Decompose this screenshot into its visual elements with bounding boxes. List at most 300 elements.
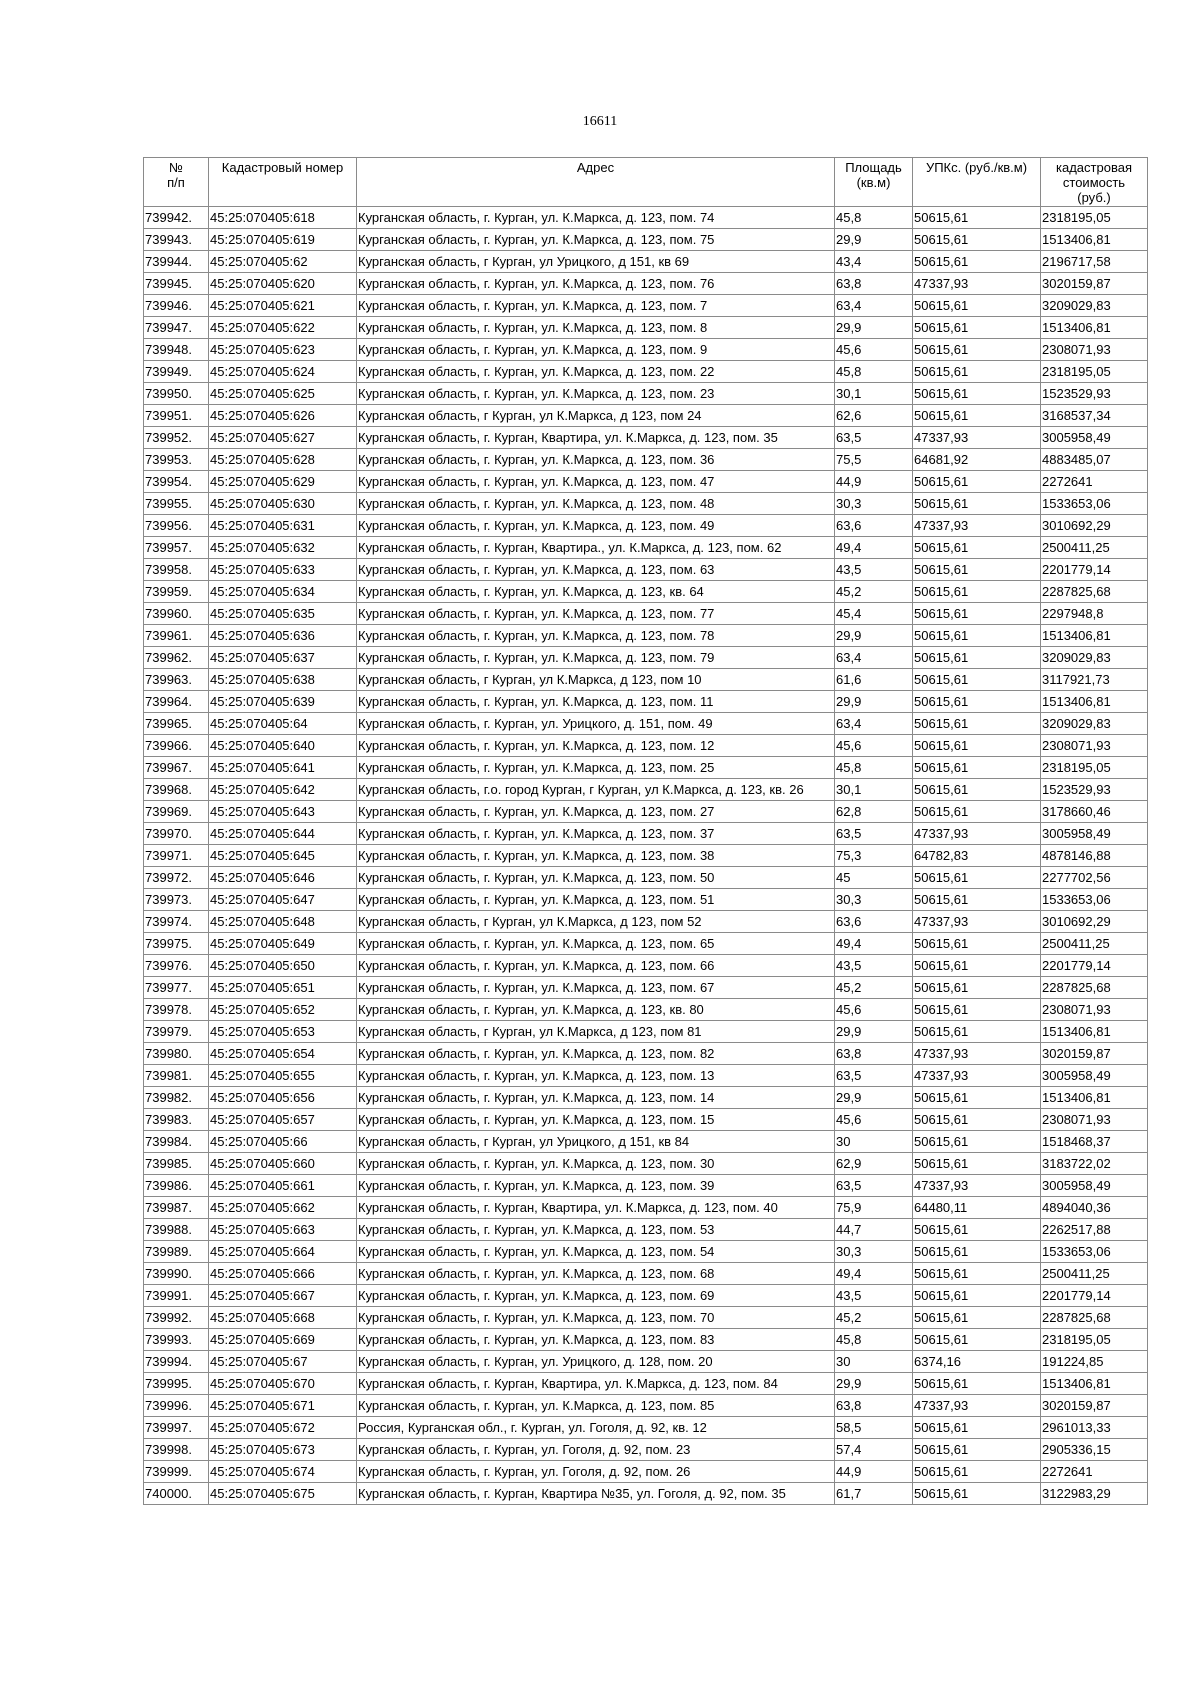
cell-cadastral-cost: 1513406,81 [1041,317,1148,339]
table-row [144,801,1148,823]
cell-cadastral-cost: 1513406,81 [1041,229,1148,251]
cell-row-number: 739988. [144,1219,209,1241]
cell-area: 49,4 [835,1263,913,1285]
cell-area: 29,9 [835,625,913,647]
cell-row-number: 740000. [144,1483,209,1505]
cell-area: 43,5 [835,955,913,977]
cell-address: Курганская область, г.о. город Курган, г Курган, ул К.Маркса, д. 123, кв. 26 [357,779,835,801]
cell-upks: 50615,61 [913,1285,1041,1307]
cell-upks: 50615,61 [913,735,1041,757]
cell-cadastral-number: 45:25:070405:643 [209,801,357,823]
cell-cadastral-number: 45:25:070405:62 [209,251,357,273]
cell-cadastral-cost: 3117921,73 [1041,669,1148,691]
cell-area: 29,9 [835,1087,913,1109]
cell-address: Курганская область, г. Курган, ул. К.Маркса, д. 123, пом. 25 [357,757,835,779]
cell-address: Курганская область, г. Курган, ул. К.Маркса, д. 123, пом. 65 [357,933,835,955]
cell-cadastral-number: 45:25:070405:672 [209,1417,357,1439]
cell-row-number: 739975. [144,933,209,955]
cell-cadastral-cost: 1518468,37 [1041,1131,1148,1153]
table-row [144,251,1148,273]
table-row [144,1241,1148,1263]
cell-upks: 50615,61 [913,625,1041,647]
cell-cadastral-cost: 2201779,14 [1041,1285,1148,1307]
page-number: 16611 [582,114,618,129]
cell-area: 45,6 [835,735,913,757]
cell-cadastral-number: 45:25:070405:632 [209,537,357,559]
cell-cadastral-cost: 1513406,81 [1041,1373,1148,1395]
table-row [144,867,1148,889]
cell-cadastral-cost: 191224,85 [1041,1351,1148,1373]
cell-area: 30,1 [835,383,913,405]
cell-row-number: 739994. [144,1351,209,1373]
cell-address: Курганская область, г. Курган, ул. К.Маркса, д. 123, пом. 68 [357,1263,835,1285]
cell-upks: 50615,61 [913,559,1041,581]
cell-upks: 50615,61 [913,955,1041,977]
cell-cadastral-number: 45:25:070405:619 [209,229,357,251]
cell-area: 75,5 [835,449,913,471]
cell-row-number: 739954. [144,471,209,493]
cell-area: 75,9 [835,1197,913,1219]
cell-upks: 50615,61 [913,383,1041,405]
cell-area: 45 [835,867,913,889]
cell-cadastral-number: 45:25:070405:674 [209,1461,357,1483]
cell-cadastral-number: 45:25:070405:668 [209,1307,357,1329]
cell-upks: 50615,61 [913,405,1041,427]
table-row [144,471,1148,493]
cell-upks: 50615,61 [913,977,1041,999]
cell-cadastral-number: 45:25:070405:655 [209,1065,357,1087]
cell-cadastral-number: 45:25:070405:628 [209,449,357,471]
cell-cadastral-cost: 2287825,68 [1041,1307,1148,1329]
cell-cadastral-cost: 2500411,25 [1041,933,1148,955]
header-upks: УПКс. (руб./кв.м) [913,158,1041,207]
cell-row-number: 739960. [144,603,209,625]
cell-area: 63,5 [835,1175,913,1197]
cell-area: 63,8 [835,1395,913,1417]
cell-upks: 50615,61 [913,691,1041,713]
cell-address: Курганская область, г. Курган, ул. К.Маркса, д. 123, пом. 47 [357,471,835,493]
cell-row-number: 739956. [144,515,209,537]
cell-area: 30 [835,1131,913,1153]
cell-upks: 64480,11 [913,1197,1041,1219]
header-address: Адрес [357,158,835,207]
table-row [144,1109,1148,1131]
cell-row-number: 739955. [144,493,209,515]
cell-row-number: 739963. [144,669,209,691]
cell-cadastral-number: 45:25:070405:654 [209,1043,357,1065]
cell-address: Курганская область, г. Курган, ул. К.Маркса, д. 123, пом. 75 [357,229,835,251]
cell-row-number: 739986. [144,1175,209,1197]
cell-row-number: 739972. [144,867,209,889]
cell-upks: 50615,61 [913,1087,1041,1109]
table-header-row [144,158,1148,207]
cell-row-number: 739958. [144,559,209,581]
cell-area: 30,3 [835,1241,913,1263]
table-row [144,1329,1148,1351]
cell-cadastral-cost: 3183722,02 [1041,1153,1148,1175]
cell-address: Курганская область, г. Курган, ул. К.Маркса, д. 123, пом. 83 [357,1329,835,1351]
cell-cadastral-number: 45:25:070405:651 [209,977,357,999]
cell-row-number: 739987. [144,1197,209,1219]
cell-upks: 47337,93 [913,1043,1041,1065]
cell-row-number: 739984. [144,1131,209,1153]
cell-area: 63,4 [835,295,913,317]
cell-cadastral-number: 45:25:070405:629 [209,471,357,493]
cell-upks: 50615,61 [913,493,1041,515]
cell-cadastral-cost: 2318195,05 [1041,757,1148,779]
cell-upks: 50615,61 [913,669,1041,691]
cell-address: Курганская область, г. Курган, ул. К.Маркса, д. 123, кв. 64 [357,581,835,603]
cell-upks: 50615,61 [913,757,1041,779]
cell-cadastral-cost: 2287825,68 [1041,581,1148,603]
cell-cadastral-number: 45:25:070405:657 [209,1109,357,1131]
cell-area: 45,2 [835,1307,913,1329]
table-row [144,1483,1148,1505]
cell-upks: 64782,83 [913,845,1041,867]
cell-upks: 50615,61 [913,581,1041,603]
cell-upks: 50615,61 [913,889,1041,911]
cell-row-number: 739952. [144,427,209,449]
cell-address: Курганская область, г. Курган, ул. К.Маркса, д. 123, пом. 53 [357,1219,835,1241]
cell-cadastral-cost: 2308071,93 [1041,999,1148,1021]
cell-address: Курганская область, г. Курган, ул. К.Маркса, д. 123, пом. 77 [357,603,835,625]
cell-row-number: 739979. [144,1021,209,1043]
cell-upks: 50615,61 [913,1021,1041,1043]
cell-cadastral-number: 45:25:070405:66 [209,1131,357,1153]
cell-area: 44,9 [835,1461,913,1483]
cell-address: Курганская область, г. Курган, ул. К.Маркса, д. 123, пом. 13 [357,1065,835,1087]
cell-area: 30,3 [835,493,913,515]
cell-area: 61,7 [835,1483,913,1505]
table-row [144,1219,1148,1241]
cell-cadastral-cost: 2308071,93 [1041,735,1148,757]
cell-address: Курганская область, г. Курган, ул. К.Маркса, д. 123, пом. 39 [357,1175,835,1197]
cell-cadastral-cost: 3209029,83 [1041,713,1148,735]
cell-row-number: 739951. [144,405,209,427]
cell-row-number: 739945. [144,273,209,295]
cell-cadastral-number: 45:25:070405:626 [209,405,357,427]
table-row [144,1351,1148,1373]
cell-row-number: 739995. [144,1373,209,1395]
cell-address: Курганская область, г. Курган, ул. К.Маркса, д. 123, пом. 8 [357,317,835,339]
cell-cadastral-cost: 1523529,93 [1041,383,1148,405]
cell-address: Курганская область, г. Курган, ул. К.Маркса, д. 123, кв. 80 [357,999,835,1021]
cell-upks: 50615,61 [913,1219,1041,1241]
cell-upks: 50615,61 [913,801,1041,823]
table-row [144,405,1148,427]
cell-cadastral-cost: 4878146,88 [1041,845,1148,867]
cell-address: Курганская область, г. Курган, ул. К.Маркса, д. 123, пом. 50 [357,867,835,889]
cell-row-number: 739965. [144,713,209,735]
cell-cadastral-number: 45:25:070405:623 [209,339,357,361]
cell-upks: 6374,16 [913,1351,1041,1373]
cell-address: Курганская область, г Курган, ул К.Маркса, д 123, пом 52 [357,911,835,933]
cell-cadastral-number: 45:25:070405:660 [209,1153,357,1175]
cell-address: Курганская область, г. Курган, ул. К.Маркса, д. 123, пом. 30 [357,1153,835,1175]
cell-upks: 50615,61 [913,779,1041,801]
cell-cadastral-cost: 2297948,8 [1041,603,1148,625]
table-row [144,207,1148,229]
table-row [144,779,1148,801]
table-row [144,933,1148,955]
cell-area: 61,6 [835,669,913,691]
cell-upks: 50615,61 [913,1417,1041,1439]
cell-cadastral-number: 45:25:070405:649 [209,933,357,955]
cell-area: 58,5 [835,1417,913,1439]
table-row [144,1087,1148,1109]
table-row [144,1131,1148,1153]
cell-address: Курганская область, г. Курган, ул. К.Маркса, д. 123, пом. 78 [357,625,835,647]
cell-upks: 50615,61 [913,713,1041,735]
cell-cadastral-cost: 2500411,25 [1041,1263,1148,1285]
cell-address: Курганская область, г. Курган, ул. К.Маркса, д. 123, пом. 12 [357,735,835,757]
cell-cadastral-cost: 3209029,83 [1041,295,1148,317]
cell-address: Курганская область, г. Курган, ул. К.Маркса, д. 123, пом. 51 [357,889,835,911]
cell-address: Курганская область, г. Курган, ул. Урицкого, д. 151, пом. 49 [357,713,835,735]
cell-area: 30 [835,1351,913,1373]
cell-cadastral-number: 45:25:070405:652 [209,999,357,1021]
cell-cadastral-cost: 4894040,36 [1041,1197,1148,1219]
cell-area: 49,4 [835,537,913,559]
cell-row-number: 739997. [144,1417,209,1439]
cell-row-number: 739953. [144,449,209,471]
cell-upks: 50615,61 [913,1461,1041,1483]
cell-address: Курганская область, г. Курган, ул. К.Маркса, д. 123, пом. 49 [357,515,835,537]
cell-cadastral-cost: 2287825,68 [1041,977,1148,999]
cell-upks: 50615,61 [913,229,1041,251]
table-row [144,427,1148,449]
cell-cadastral-cost: 2272641 [1041,471,1148,493]
cell-upks: 50615,61 [913,361,1041,383]
cell-upks: 50615,61 [913,1263,1041,1285]
cell-cadastral-number: 45:25:070405:620 [209,273,357,295]
cell-cadastral-number: 45:25:070405:67 [209,1351,357,1373]
cell-cadastral-cost: 3005958,49 [1041,1175,1148,1197]
table-row [144,691,1148,713]
cell-row-number: 739981. [144,1065,209,1087]
cell-cadastral-number: 45:25:070405:631 [209,515,357,537]
cell-upks: 64681,92 [913,449,1041,471]
cell-row-number: 739943. [144,229,209,251]
cell-cadastral-number: 45:25:070405:647 [209,889,357,911]
cell-cadastral-number: 45:25:070405:648 [209,911,357,933]
table-row [144,273,1148,295]
cell-row-number: 739967. [144,757,209,779]
cell-area: 45,2 [835,581,913,603]
cell-area: 45,6 [835,999,913,1021]
cell-address: Курганская область, г Курган, ул К.Маркса, д 123, пом 81 [357,1021,835,1043]
cell-address: Курганская область, г. Курган, ул. К.Маркса, д. 123, пом. 82 [357,1043,835,1065]
table-row [144,735,1148,757]
cell-address: Курганская область, г Курган, ул Урицкого, д 151, кв 84 [357,1131,835,1153]
cell-area: 49,4 [835,933,913,955]
table-row [144,1021,1148,1043]
cell-cadastral-cost: 2277702,56 [1041,867,1148,889]
cell-address: Курганская область, г. Курган, ул. К.Маркса, д. 123, пом. 37 [357,823,835,845]
table-row [144,295,1148,317]
cell-row-number: 739996. [144,1395,209,1417]
cell-cadastral-number: 45:25:070405:642 [209,779,357,801]
cell-row-number: 739991. [144,1285,209,1307]
table-row [144,955,1148,977]
cell-address: Курганская область, г. Курган, Квартира, ул. К.Маркса, д. 123, пом. 35 [357,427,835,449]
cell-cadastral-cost: 3122983,29 [1041,1483,1148,1505]
table-row [144,1197,1148,1219]
cell-address: Курганская область, г. Курган, Квартира №35, ул. Гоголя, д. 92, пом. 35 [357,1483,835,1505]
cell-area: 57,4 [835,1439,913,1461]
cell-cadastral-number: 45:25:070405:621 [209,295,357,317]
cell-upks: 50615,61 [913,537,1041,559]
cell-cadastral-cost: 2318195,05 [1041,361,1148,383]
table-row [144,911,1148,933]
cell-cadastral-cost: 2308071,93 [1041,339,1148,361]
cell-upks: 50615,61 [913,1109,1041,1131]
cell-cadastral-cost: 3020159,87 [1041,1395,1148,1417]
cell-row-number: 739985. [144,1153,209,1175]
cell-cadastral-cost: 2196717,58 [1041,251,1148,273]
cell-row-number: 739944. [144,251,209,273]
cell-area: 63,5 [835,823,913,845]
cell-cadastral-number: 45:25:070405:634 [209,581,357,603]
header-area: Площадь (кв.м) [835,158,913,207]
cell-row-number: 739948. [144,339,209,361]
cell-area: 29,9 [835,1021,913,1043]
cell-address: Курганская область, г. Курган, ул. К.Маркса, д. 123, пом. 15 [357,1109,835,1131]
cell-address: Курганская область, г. Курган, ул. К.Маркса, д. 123, пом. 14 [357,1087,835,1109]
cell-upks: 47337,93 [913,427,1041,449]
table-row [144,1307,1148,1329]
cell-cadastral-number: 45:25:070405:640 [209,735,357,757]
cell-cadastral-cost: 1533653,06 [1041,889,1148,911]
cell-upks: 47337,93 [913,1395,1041,1417]
cell-area: 43,5 [835,1285,913,1307]
cell-upks: 50615,61 [913,647,1041,669]
table-row [144,1175,1148,1197]
table-row [144,757,1148,779]
cell-row-number: 739983. [144,1109,209,1131]
cell-address: Курганская область, г. Курган, Квартира, ул. К.Маркса, д. 123, пом. 40 [357,1197,835,1219]
cell-row-number: 739946. [144,295,209,317]
cell-address: Россия, Курганская обл., г. Курган, ул. Гоголя, д. 92, кв. 12 [357,1417,835,1439]
cell-upks: 50615,61 [913,207,1041,229]
cell-area: 45,8 [835,1329,913,1351]
cell-row-number: 739942. [144,207,209,229]
cell-cadastral-cost: 1513406,81 [1041,1087,1148,1109]
cell-area: 63,8 [835,273,913,295]
header-row-number: № п/п [144,158,209,207]
cell-row-number: 739989. [144,1241,209,1263]
cell-cadastral-number: 45:25:070405:627 [209,427,357,449]
cell-row-number: 739959. [144,581,209,603]
cell-cadastral-number: 45:25:070405:662 [209,1197,357,1219]
cell-area: 43,4 [835,251,913,273]
cell-address: Курганская область, г. Курган, ул. К.Маркса, д. 123, пом. 22 [357,361,835,383]
header-cadastral-number: Кадастровый номер [209,158,357,207]
cell-address: Курганская область, г Курган, ул Урицкого, д 151, кв 69 [357,251,835,273]
cell-row-number: 739964. [144,691,209,713]
cell-area: 62,6 [835,405,913,427]
cell-upks: 50615,61 [913,1131,1041,1153]
cell-cadastral-number: 45:25:070405:645 [209,845,357,867]
cell-cadastral-cost: 3168537,34 [1041,405,1148,427]
cell-upks: 50615,61 [913,1307,1041,1329]
table-row [144,603,1148,625]
cell-upks: 50615,61 [913,603,1041,625]
cell-area: 29,9 [835,229,913,251]
cell-cadastral-cost: 3209029,83 [1041,647,1148,669]
cell-address: Курганская область, г. Курган, ул. К.Маркса, д. 123, пом. 36 [357,449,835,471]
cell-cadastral-number: 45:25:070405:663 [209,1219,357,1241]
cell-row-number: 739977. [144,977,209,999]
cell-cadastral-cost: 1513406,81 [1041,691,1148,713]
cell-address: Курганская область, г. Курган, ул. К.Маркса, д. 123, пом. 11 [357,691,835,713]
cell-row-number: 739974. [144,911,209,933]
cell-cadastral-cost: 2500411,25 [1041,537,1148,559]
table-row [144,1263,1148,1285]
table-row [144,1417,1148,1439]
table-row [144,823,1148,845]
table-row [144,713,1148,735]
table-row [144,1153,1148,1175]
cell-cadastral-cost: 2272641 [1041,1461,1148,1483]
cadastral-value-table [143,157,1148,1505]
cell-cadastral-cost: 3178660,46 [1041,801,1148,823]
cell-upks: 50615,61 [913,295,1041,317]
cell-address: Курганская область, г. Курган, ул. К.Маркса, д. 123, пом. 38 [357,845,835,867]
table-row [144,1439,1148,1461]
cell-upks: 50615,61 [913,999,1041,1021]
cell-cadastral-cost: 2262517,88 [1041,1219,1148,1241]
cell-area: 29,9 [835,1373,913,1395]
table-row [144,647,1148,669]
cell-cadastral-cost: 3005958,49 [1041,1065,1148,1087]
cell-row-number: 739992. [144,1307,209,1329]
cell-row-number: 739999. [144,1461,209,1483]
cell-area: 63,4 [835,647,913,669]
cell-cadastral-cost: 2905336,15 [1041,1439,1148,1461]
cell-area: 29,9 [835,691,913,713]
cell-row-number: 739957. [144,537,209,559]
cell-cadastral-number: 45:25:070405:667 [209,1285,357,1307]
cell-row-number: 739993. [144,1329,209,1351]
cell-area: 62,9 [835,1153,913,1175]
cell-cadastral-cost: 3020159,87 [1041,273,1148,295]
cell-area: 63,5 [835,427,913,449]
cell-cadastral-number: 45:25:070405:661 [209,1175,357,1197]
table-row [144,515,1148,537]
cell-cadastral-number: 45:25:070405:656 [209,1087,357,1109]
cell-area: 45,6 [835,1109,913,1131]
table-row [144,1043,1148,1065]
cell-upks: 50615,61 [913,867,1041,889]
table-row [144,845,1148,867]
cell-row-number: 739973. [144,889,209,911]
cell-cadastral-number: 45:25:070405:671 [209,1395,357,1417]
cell-cadastral-number: 45:25:070405:635 [209,603,357,625]
cell-cadastral-number: 45:25:070405:644 [209,823,357,845]
cell-row-number: 739962. [144,647,209,669]
table-row [144,229,1148,251]
cell-cadastral-cost: 1513406,81 [1041,625,1148,647]
table-row [144,537,1148,559]
cell-row-number: 739971. [144,845,209,867]
cell-address: Курганская область, г. Курган, ул. К.Маркса, д. 123, пом. 66 [357,955,835,977]
table-row [144,317,1148,339]
cell-row-number: 739976. [144,955,209,977]
cell-cadastral-cost: 3005958,49 [1041,427,1148,449]
cell-cadastral-cost: 3005958,49 [1041,823,1148,845]
table-row [144,449,1148,471]
